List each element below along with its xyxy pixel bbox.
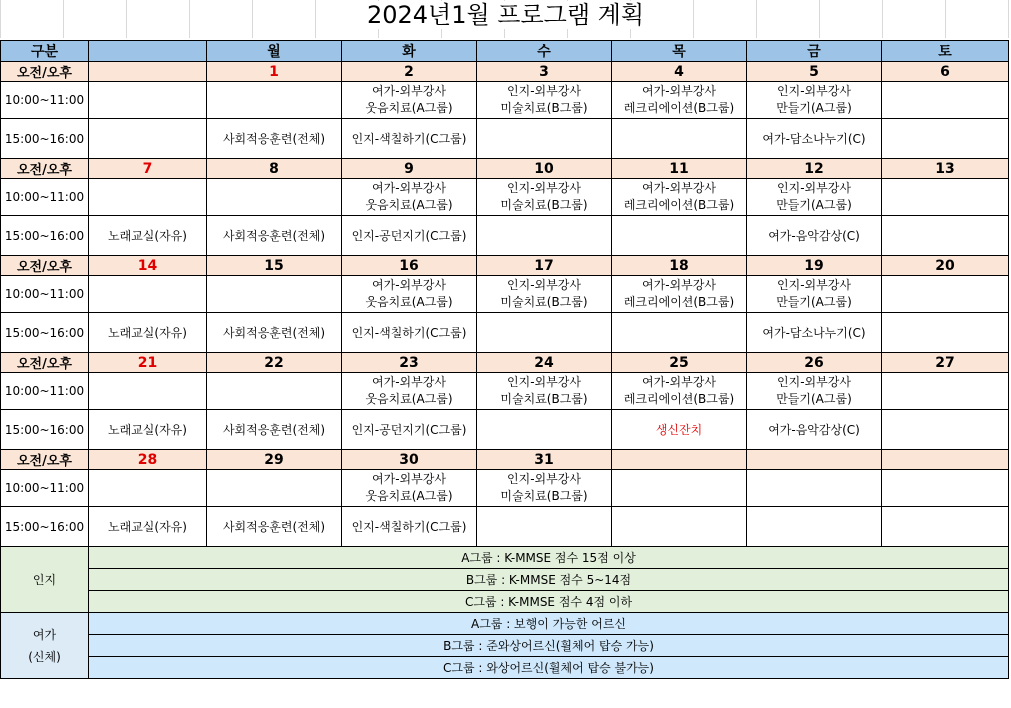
program-line-2: 미술치료(B그룹) xyxy=(500,489,588,503)
header-tuesday[interactable]: 화 xyxy=(342,41,477,62)
date-cell[interactable]: 10 xyxy=(477,159,612,179)
time-cell-am[interactable]: 10:00~11:00 xyxy=(1,179,89,216)
program-line-2: 웃음치료(A그룹) xyxy=(365,198,453,212)
program-line-1: 인지-외부강사 xyxy=(777,84,851,98)
pm-program-cell[interactable]: 노래교실(자유) xyxy=(89,216,207,256)
program-line-1: 여가-외부강사 xyxy=(372,278,446,292)
week-3-date-row xyxy=(1,256,1009,276)
week-2-pm-row xyxy=(1,216,1009,256)
time-cell-pm[interactable]: 15:00~16:00 xyxy=(1,119,89,159)
header-wednesday[interactable]: 수 xyxy=(477,41,612,62)
date-cell[interactable]: 18 xyxy=(612,256,747,276)
slot-label[interactable]: 오전/오후 xyxy=(1,62,89,82)
date-cell[interactable]: 15 xyxy=(207,256,342,276)
date-cell[interactable]: 23 xyxy=(342,353,477,373)
header-monday[interactable]: 월 xyxy=(207,41,342,62)
am-program-cell[interactable] xyxy=(89,276,207,313)
date-cell[interactable] xyxy=(612,450,747,470)
program-line-2: 웃음치료(A그룹) xyxy=(365,392,453,406)
date-cell[interactable]: 14 xyxy=(89,256,207,276)
am-program-cell[interactable] xyxy=(342,276,477,313)
am-program-cell[interactable] xyxy=(207,470,342,507)
date-cell[interactable]: 31 xyxy=(477,450,612,470)
date-cell[interactable]: 28 xyxy=(89,450,207,470)
date-cell[interactable]: 7 xyxy=(89,159,207,179)
am-program-cell[interactable] xyxy=(747,276,882,313)
header-row xyxy=(1,41,1009,62)
week-4-date-row xyxy=(1,353,1009,373)
am-program-cell[interactable] xyxy=(477,373,612,410)
program-line-2: 만들기(A그룹) xyxy=(776,295,852,309)
am-program-cell[interactable] xyxy=(477,470,612,507)
am-program-cell[interactable] xyxy=(89,470,207,507)
am-program-cell[interactable] xyxy=(747,373,882,410)
pm-program-cell[interactable]: 인지-공던지기(C그룹) xyxy=(342,216,477,256)
pm-program-cell[interactable] xyxy=(477,507,612,547)
date-cell[interactable]: 9 xyxy=(342,159,477,179)
pm-program-cell[interactable] xyxy=(882,507,1009,547)
pm-program-cell[interactable]: 여가-음악감상(C) xyxy=(747,410,882,450)
program-line-1: 인지-외부강사 xyxy=(507,472,581,486)
legend-leisure-label-line1: 여가 xyxy=(32,627,57,642)
pm-program-cell[interactable] xyxy=(882,216,1009,256)
program-line-1: 여가-외부강사 xyxy=(642,84,716,98)
date-cell[interactable]: 21 xyxy=(89,353,207,373)
week-1-date-row xyxy=(1,62,1009,82)
date-cell[interactable]: 20 xyxy=(882,256,1009,276)
am-program-cell[interactable] xyxy=(612,82,747,119)
header-friday[interactable]: 금 xyxy=(747,41,882,62)
date-cell[interactable]: 22 xyxy=(207,353,342,373)
program-line-2: 미술치료(B그룹) xyxy=(500,392,588,406)
program-line-1: 여가-외부강사 xyxy=(642,375,716,389)
program-line-1: 여가-외부강사 xyxy=(642,181,716,195)
page-title xyxy=(0,0,1011,38)
slot-label[interactable]: 오전/오후 xyxy=(1,159,89,179)
program-line-1: 인지-외부강사 xyxy=(777,278,851,292)
date-cell[interactable]: 17 xyxy=(477,256,612,276)
date-cell[interactable]: 30 xyxy=(342,450,477,470)
pm-program-cell[interactable]: 사회적응훈련(전체) xyxy=(207,216,342,256)
legend-leisure-c[interactable]: C그룹 : 와상어르신(휠체어 탑승 불가능) xyxy=(89,657,1009,679)
time-cell-pm[interactable]: 15:00~16:00 xyxy=(1,313,89,353)
pm-program-cell[interactable] xyxy=(477,313,612,353)
legend-cognitive-label[interactable]: 인지 xyxy=(1,547,89,613)
date-cell[interactable]: 25 xyxy=(612,353,747,373)
pm-program-cell[interactable]: 인지-색칠하기(C그룹) xyxy=(342,507,477,547)
week-4-am-row xyxy=(1,373,1009,410)
week-5-date-row xyxy=(1,450,1009,470)
pm-program-cell[interactable]: 사회적응훈련(전체) xyxy=(207,313,342,353)
program-line-2: 레크리에이션(B그룹) xyxy=(623,198,735,212)
pm-program-cell[interactable]: 여가-담소나누기(C) xyxy=(747,313,882,353)
header-saturday[interactable]: 토 xyxy=(882,41,1009,62)
pm-program-cell[interactable] xyxy=(612,507,747,547)
pm-program-cell[interactable]: 사회적응훈련(전체) xyxy=(207,410,342,450)
am-program-cell[interactable] xyxy=(747,470,882,507)
pm-program-cell[interactable] xyxy=(477,216,612,256)
program-line-2: 미술치료(B그룹) xyxy=(500,295,588,309)
program-line-2: 웃음치료(A그룹) xyxy=(365,489,453,503)
am-program-cell[interactable] xyxy=(477,82,612,119)
header-category[interactable]: 구분 xyxy=(1,41,89,62)
am-program-cell[interactable] xyxy=(882,373,1009,410)
title-text: 2024년1월 프로그램 계획 xyxy=(361,1,650,29)
pm-program-cell[interactable] xyxy=(477,410,612,450)
legend-leisure-a[interactable]: A그룹 : 보행이 가능한 어르신 xyxy=(89,613,1009,635)
program-line-1: 인지-외부강사 xyxy=(507,278,581,292)
slot-label[interactable]: 오전/오후 xyxy=(1,450,89,470)
program-line-2: 레크리에이션(B그룹) xyxy=(623,392,735,406)
header-thursday[interactable]: 목 xyxy=(612,41,747,62)
time-cell-am[interactable]: 10:00~11:00 xyxy=(1,276,89,313)
program-line-2: 미술치료(B그룹) xyxy=(500,198,588,212)
pm-program-cell[interactable] xyxy=(882,410,1009,450)
program-line-1: 여가-외부강사 xyxy=(372,472,446,486)
am-program-cell[interactable] xyxy=(882,470,1009,507)
pm-program-cell[interactable]: 노래교실(자유) xyxy=(89,410,207,450)
date-cell[interactable]: 29 xyxy=(207,450,342,470)
am-program-cell[interactable] xyxy=(882,276,1009,313)
program-line-1: 인지-외부강사 xyxy=(507,181,581,195)
program-line-1: 여가-외부강사 xyxy=(372,181,446,195)
program-line-1: 여가-외부강사 xyxy=(372,375,446,389)
pm-program-cell[interactable]: 인지-색칠하기(C그룹) xyxy=(342,313,477,353)
time-cell-pm[interactable]: 15:00~16:00 xyxy=(1,216,89,256)
date-cell[interactable]: 27 xyxy=(882,353,1009,373)
pm-program-cell[interactable]: 노래교실(자유) xyxy=(89,313,207,353)
date-cell[interactable]: 19 xyxy=(747,256,882,276)
date-cell[interactable]: 12 xyxy=(747,159,882,179)
pm-program-cell[interactable] xyxy=(89,119,207,159)
pm-program-cell[interactable]: 사회적응훈련(전체) xyxy=(207,119,342,159)
week-2-am-row xyxy=(1,179,1009,216)
program-line-1: 인지-외부강사 xyxy=(777,375,851,389)
date-cell[interactable]: 16 xyxy=(342,256,477,276)
week-1-am-row xyxy=(1,82,1009,119)
time-cell-am[interactable]: 10:00~11:00 xyxy=(1,470,89,507)
pm-program-cell[interactable] xyxy=(747,507,882,547)
am-program-cell[interactable] xyxy=(477,179,612,216)
pm-program-cell[interactable] xyxy=(612,119,747,159)
date-cell[interactable]: 11 xyxy=(612,159,747,179)
pm-program-cell[interactable]: 인지-색칠하기(C그룹) xyxy=(342,119,477,159)
time-cell-am[interactable]: 10:00~11:00 xyxy=(1,82,89,119)
program-calendar-table xyxy=(0,40,1009,679)
pm-program-cell[interactable] xyxy=(477,119,612,159)
slot-label[interactable]: 오전/오후 xyxy=(1,256,89,276)
legend-leisure-b[interactable]: B그룹 : 준와상어르신(휠체어 탑승 가능) xyxy=(89,635,1009,657)
week-1-pm-row xyxy=(1,119,1009,159)
am-program-cell[interactable] xyxy=(207,276,342,313)
pm-program-cell[interactable]: 사회적응훈련(전체) xyxy=(207,507,342,547)
am-program-cell[interactable] xyxy=(882,82,1009,119)
pm-program-cell[interactable] xyxy=(612,313,747,353)
am-program-cell[interactable] xyxy=(342,179,477,216)
am-program-cell[interactable] xyxy=(612,470,747,507)
pm-program-cell[interactable]: 인지-공던지기(C그룹) xyxy=(342,410,477,450)
program-line-2: 만들기(A그룹) xyxy=(776,198,852,212)
am-program-cell[interactable] xyxy=(477,276,612,313)
am-program-cell[interactable] xyxy=(612,373,747,410)
date-cell[interactable] xyxy=(747,450,882,470)
legend-cognitive-c[interactable]: C그룹 : K-MMSE 점수 4점 이하 xyxy=(89,591,1009,613)
program-line-1: 여가-외부강사 xyxy=(372,84,446,98)
am-program-cell[interactable] xyxy=(747,82,882,119)
program-line-1: 인지-외부강사 xyxy=(507,84,581,98)
pm-program-cell[interactable] xyxy=(612,216,747,256)
am-program-cell[interactable] xyxy=(89,373,207,410)
program-line-2: 레크리에이션(B그룹) xyxy=(623,295,735,309)
date-cell[interactable]: 13 xyxy=(882,159,1009,179)
program-line-2: 레크리에이션(B그룹) xyxy=(623,101,735,115)
am-program-cell[interactable] xyxy=(612,276,747,313)
pm-program-cell[interactable]: 생신잔치 xyxy=(612,410,747,450)
week-5-pm-row xyxy=(1,507,1009,547)
program-line-1: 인지-외부강사 xyxy=(777,181,851,195)
date-cell[interactable]: 2 xyxy=(342,62,477,82)
week-5-am-row xyxy=(1,470,1009,507)
date-cell[interactable]: 4 xyxy=(612,62,747,82)
am-program-cell[interactable] xyxy=(89,82,207,119)
time-cell-am[interactable]: 10:00~11:00 xyxy=(1,373,89,410)
header-sunday[interactable] xyxy=(89,41,207,62)
am-program-cell[interactable] xyxy=(207,179,342,216)
program-line-1: 인지-외부강사 xyxy=(507,375,581,389)
am-program-cell[interactable] xyxy=(747,179,882,216)
am-program-cell[interactable] xyxy=(207,82,342,119)
date-cell[interactable]: 8 xyxy=(207,159,342,179)
program-line-2: 웃음치료(A그룹) xyxy=(365,101,453,115)
week-3-pm-row xyxy=(1,313,1009,353)
pm-program-cell[interactable]: 여가-음악감상(C) xyxy=(747,216,882,256)
legend-cognitive-b[interactable]: B그룹 : K-MMSE 점수 5~14점 xyxy=(89,569,1009,591)
am-program-cell[interactable] xyxy=(89,179,207,216)
slot-label[interactable]: 오전/오후 xyxy=(1,353,89,373)
date-cell[interactable]: 5 xyxy=(747,62,882,82)
pm-program-cell[interactable] xyxy=(882,119,1009,159)
am-program-cell[interactable] xyxy=(342,470,477,507)
time-cell-pm[interactable]: 15:00~16:00 xyxy=(1,410,89,450)
date-cell[interactable]: 24 xyxy=(477,353,612,373)
am-program-cell[interactable] xyxy=(207,373,342,410)
am-program-cell[interactable] xyxy=(612,179,747,216)
am-program-cell[interactable] xyxy=(882,179,1009,216)
pm-program-cell[interactable]: 여가-담소나누기(C) xyxy=(747,119,882,159)
am-program-cell[interactable] xyxy=(342,373,477,410)
program-line-2: 만들기(A그룹) xyxy=(776,101,852,115)
date-cell[interactable] xyxy=(882,450,1009,470)
pm-program-cell[interactable]: 노래교실(자유) xyxy=(89,507,207,547)
date-cell[interactable]: 6 xyxy=(882,62,1009,82)
legend-leisure-label-line2: (신체) xyxy=(28,649,61,664)
week-4-pm-row xyxy=(1,410,1009,450)
program-line-2: 만들기(A그룹) xyxy=(776,392,852,406)
date-cell[interactable]: 3 xyxy=(477,62,612,82)
legend-cognitive-a[interactable]: A그룹 : K-MMSE 점수 15점 이상 xyxy=(89,547,1009,569)
date-cell[interactable] xyxy=(89,62,207,82)
week-3-am-row xyxy=(1,276,1009,313)
time-cell-pm[interactable]: 15:00~16:00 xyxy=(1,507,89,547)
week-2-date-row xyxy=(1,159,1009,179)
date-cell[interactable]: 26 xyxy=(747,353,882,373)
program-line-1: 여가-외부강사 xyxy=(642,278,716,292)
legend-leisure-label[interactable] xyxy=(1,613,89,679)
program-line-2: 웃음치료(A그룹) xyxy=(365,295,453,309)
am-program-cell[interactable] xyxy=(342,82,477,119)
date-cell[interactable]: 1 xyxy=(207,62,342,82)
pm-program-cell[interactable] xyxy=(882,313,1009,353)
program-line-2: 미술치료(B그룹) xyxy=(500,101,588,115)
